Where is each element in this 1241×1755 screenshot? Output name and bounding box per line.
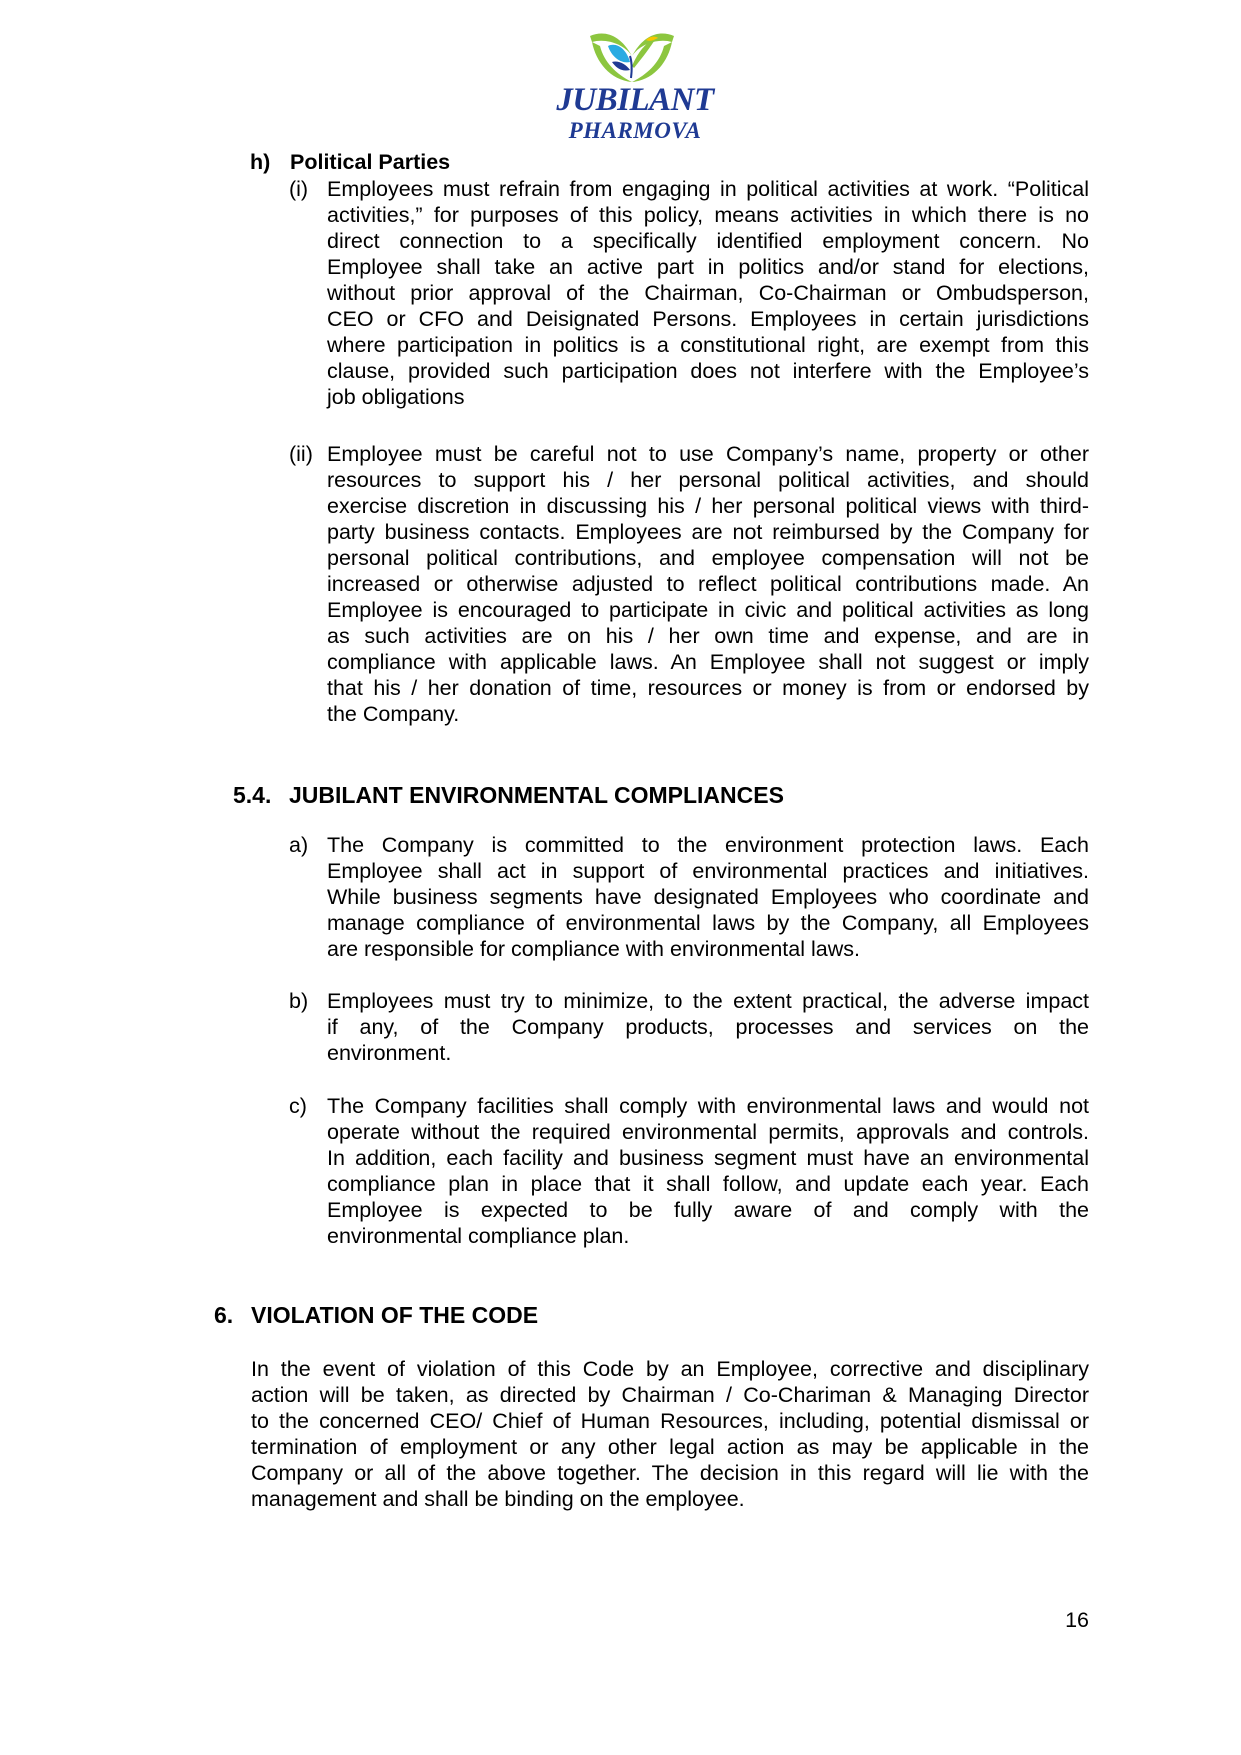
section-5-4-number: 5.4. <box>233 782 272 808</box>
paragraph-line: environment. <box>327 1041 452 1065</box>
paragraph-line: compliance plan in place that it shall follow, and update each year. Each <box>327 1172 1089 1196</box>
jubilant-pharmova-logo <box>556 26 714 144</box>
section-6-number: 6. <box>214 1302 234 1328</box>
paragraph-line: Employee must be careful not to use Company’s name, property or other <box>327 442 1089 466</box>
paragraph-line: if any, of the Company products, processes and services on the <box>327 1015 1089 1039</box>
paragraph-line: The Company is committed to the environment protection laws. Each <box>327 833 1089 857</box>
paragraph-line: Employees must refrain from engaging in political activities at work. “Political <box>327 177 1089 201</box>
paragraph-line: exercise discretion in discussing his / her personal political views with third- <box>327 494 1089 518</box>
paragraph-line: to the concerned CEO/ Chief of Human Resources, including, potential dismissal or <box>251 1409 1089 1433</box>
paragraph-line: Company or all of the above together. The decision in this regard will lie with the <box>251 1461 1089 1485</box>
paragraph-line: compliance with applicable laws. An Employee shall not suggest or imply <box>327 650 1089 674</box>
item-i-marker: (i) <box>289 177 309 201</box>
logo-text-pharmova: PHARMOVA <box>568 118 702 143</box>
paragraph-line: Employees must try to minimize, to the extent practical, the adverse impact <box>327 989 1089 1013</box>
paragraph-line: manage compliance of environmental laws by the Company, all Employees <box>327 911 1089 935</box>
logo-text-jubilant: JUBILANT <box>556 82 714 118</box>
paragraph-line: the Company. <box>327 702 460 726</box>
section-h-marker: h) <box>250 150 271 174</box>
paragraph-line: direct connection to a specifically identified employment concern. No <box>327 229 1089 253</box>
section-6-heading: VIOLATION OF THE CODE <box>251 1302 539 1328</box>
section-5-4-heading: JUBILANT ENVIRONMENTAL COMPLIANCES <box>289 782 784 808</box>
item-a-marker: a) <box>289 833 309 857</box>
paragraph-line: In the event of violation of this Code by an Employee, corrective and disciplinary <box>251 1357 1089 1381</box>
paragraph-line: party business contacts. Employees are not reimbursed by the Company for <box>327 520 1089 544</box>
paragraph-line: Employee is expected to be fully aware of and comply with the <box>327 1198 1089 1222</box>
paragraph-line: The Company facilities shall comply with environmental laws and would not <box>327 1094 1089 1118</box>
section-h-heading: Political Parties <box>290 150 451 174</box>
paragraph-line: While business segments have designated Employees who coordinate and <box>327 885 1089 909</box>
paragraph-line: clause, provided such participation does not interfere with the Employee’s <box>327 359 1089 383</box>
paragraph-line: without prior approval of the Chairman, Co-Chairman or Ombudsperson, <box>327 281 1089 305</box>
paragraph-line: that his / her donation of time, resources or money is from or endorsed by <box>327 676 1089 700</box>
paragraph-line: increased or otherwise adjusted to reflect political contributions made. An <box>327 572 1089 596</box>
paragraph-line: where participation in politics is a constitutional right, are exempt from this <box>327 333 1089 357</box>
paragraph-line: resources to support his / her personal political activities, and should <box>327 468 1089 492</box>
item-ii-marker: (ii) <box>289 442 313 466</box>
paragraph-line: action will be taken, as directed by Chairman / Co-Chariman & Managing Director <box>251 1383 1089 1407</box>
paragraph-line: activities,” for purposes of this policy, means activities in which there is no <box>327 203 1089 227</box>
paragraph-line: job obligations <box>327 385 465 409</box>
paragraph-line: Employee shall take an active part in politics and/or stand for elections, <box>327 255 1089 279</box>
butterfly-leaf-icon <box>586 26 678 84</box>
paragraph-line: are responsible for compliance with environmental laws. <box>327 937 860 961</box>
item-c-marker: c) <box>289 1094 307 1118</box>
paragraph-line: management and shall be binding on the employee. <box>251 1487 745 1511</box>
paragraph-line: CEO or CFO and Deisignated Persons. Employees in certain jurisdictions <box>327 307 1089 331</box>
paragraph-line: environmental compliance plan. <box>327 1224 630 1248</box>
paragraph-line: personal political contributions, and employee compensation will not be <box>327 546 1089 570</box>
paragraph-line: Employee shall act in support of environmental practices and initiatives. <box>327 859 1089 883</box>
paragraph-line: In addition, each facility and business segment must have an environmental <box>327 1146 1089 1170</box>
paragraph-line: termination of employment or any other legal action as may be applicable in the <box>251 1435 1089 1459</box>
paragraph-line: Employee is encouraged to participate in civic and political activities as long <box>327 598 1089 622</box>
paragraph-line: operate without the required environmental permits, approvals and controls. <box>327 1120 1089 1144</box>
item-b-marker: b) <box>289 989 309 1013</box>
page-number: 16 <box>1065 1608 1089 1632</box>
paragraph-line: as such activities are on his / her own time and expense, and are in <box>327 624 1089 648</box>
